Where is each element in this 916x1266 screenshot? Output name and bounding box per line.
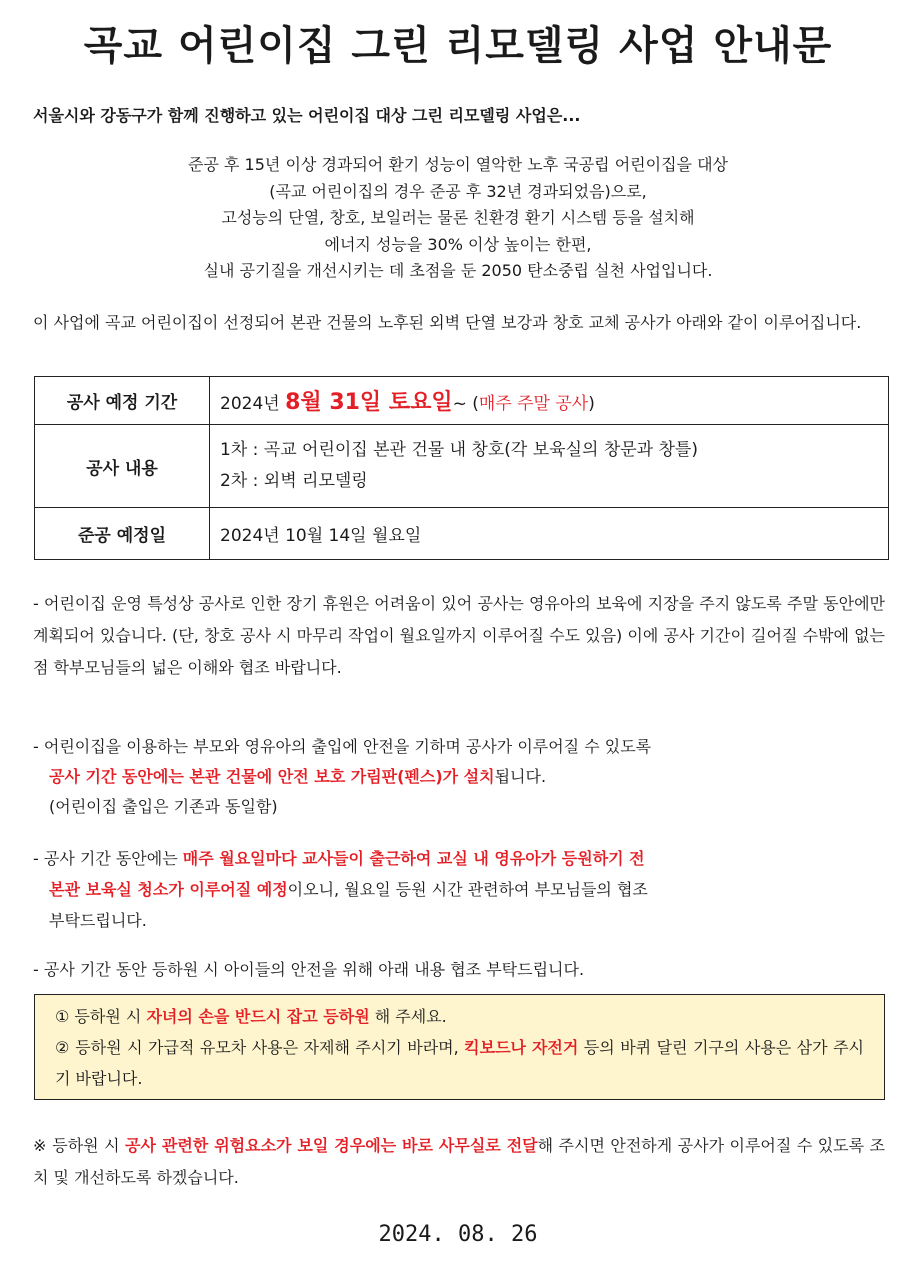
notice-fence-line: - 어린이집을 이용하는 부모와 영유아의 출입에 안전을 기하며 공사가 이루어질 수 있도록: [33, 737, 652, 756]
tip-1-pre: ① 등하원 시: [55, 1007, 147, 1026]
notice-fence-line: [33, 762, 885, 792]
period-tilde: ~ (: [452, 394, 479, 414]
intro-line: 고성능의 단열, 창호, 보일러는 물론 친환경 환기 시스템 등을 설치해: [221, 208, 695, 227]
notice-fence: [33, 732, 885, 822]
content-value: [210, 425, 889, 508]
cleaning-lead: - 공사 기간 동안에는: [33, 849, 183, 868]
notice-fence-line: (어린이집 출입은 기존과 동일함): [49, 797, 278, 816]
table-row: [35, 377, 889, 425]
notice-weekend-work: - 어린이집 운영 특성상 공사로 인한 장기 휴원은 어려움이 있어 공사는 영유아의 보육에 지장을 주지 않도록 주말 동안에만 계획되어 있습니다. (단, 창호 공사 시 마무리 작업이 월요일까지 이루어질 수도 있음) 이에 공사 기간이 길어질 수밖에 없는 점 학부모님들의 넓은 이해와 협조 바랍니다.: [33, 594, 885, 677]
safety-tips-box: [34, 994, 885, 1100]
cleaning-highlight-2: 본관 보육실 청소가 이루어질 예정: [49, 880, 288, 899]
footer-note-pre: ※ 등하원 시: [33, 1136, 126, 1155]
cleaning-rest: 이오니, 월요일 등원 시간 관련하여 부모님들의 협조: [287, 880, 648, 899]
intro-line: 준공 후 15년 이상 경과되어 환기 성능이 열악한 노후 국공립 어린이집을 대상: [188, 155, 728, 174]
table-row: [35, 508, 889, 560]
tip-item: [55, 1001, 864, 1032]
period-weekend-note: 매주 주말 공사: [478, 394, 589, 414]
period-start-date: 8월 31일 토요일: [285, 390, 453, 415]
notice-safety-request: - 공사 기간 동안 등하원 시 아이들의 안전을 위해 아래 내용 협조 부탁드립니다.: [33, 960, 585, 979]
fence-highlight: 공사 기간 동안에는 본관 건물에 안전 보호 가림판(펜스)가 설치: [49, 767, 495, 786]
completion-label: 준공 예정일: [35, 508, 210, 560]
completion-value: 2024년 10월 14일 월요일: [210, 508, 889, 560]
footer-note: [33, 1130, 885, 1194]
content-phase-1: 1차 : 곡교 어린이집 본관 건물 내 창호(각 보육실의 창문과 창틀): [220, 440, 698, 460]
intro-line: 에너지 성능을 30% 이상 높이는 한편,: [324, 234, 592, 254]
notice-cleaning-line: [33, 874, 885, 905]
page-title: 곡교 어린이집 그린 리모델링 사업 안내문: [83, 23, 833, 69]
period-label: 공사 예정 기간: [35, 377, 210, 425]
content-label: 공사 내용: [35, 425, 210, 508]
period-year: 2024년: [220, 394, 280, 414]
fence-rest: 됩니다.: [494, 767, 547, 786]
footer-note-highlight: 공사 관련한 위험요소가 보일 경우에는 바로 사무실로 전달: [125, 1136, 538, 1155]
schedule-table: [34, 376, 889, 560]
lead-sentence: 서울시와 강동구가 함께 진행하고 있는 어린이집 대상 그린 리모델링 사업은...: [33, 106, 581, 125]
period-value: [210, 377, 889, 425]
intro-line: 실내 공기질을 개선시키는 데 초점을 둔 2050 탄소중립 실천 사업입니다.: [203, 261, 713, 280]
document-date: 2024. 08. 26: [378, 1222, 538, 1247]
footer-note-post: 해 주시면 안전하게 공사가 이루어질 수 있도록 조치 및 개선하도록 하겠습니다.: [33, 1136, 885, 1187]
notice-cleaning-line: 부탁드립니다.: [49, 911, 147, 930]
content-phase-2: 2차 : 외벽 리모델링: [220, 471, 368, 491]
cleaning-highlight: 매주 월요일마다 교사들이 출근하여 교실 내 영유아가 등원하기 전: [182, 849, 645, 868]
tip-2-post: 등의 바퀴 달린 기구의 사용은 삼가 주시기 바랍니다.: [55, 1038, 864, 1088]
table-row: [35, 425, 889, 508]
project-selection-paragraph: 이 사업에 곡교 어린이집이 선정되어 본관 건물의 노후된 외벽 단열 보강과 창호 교체 공사가 아래와 같이 이루어집니다.: [33, 313, 862, 332]
tip-item: [55, 1032, 864, 1094]
intro-line: (곡교 어린이집의 경우 준공 후 32년 경과되었음)으로,: [269, 181, 647, 201]
tip-1-highlight: 자녀의 손을 반드시 잡고 등하원: [146, 1007, 370, 1026]
tip-2-highlight: 킥보드나 자전거: [464, 1038, 579, 1057]
notice-cleaning-line: [33, 843, 885, 874]
intro-block: [0, 152, 916, 285]
period-close: ): [588, 394, 595, 414]
notice-monday-cleaning: [33, 843, 885, 936]
tip-1-post: 해 주세요.: [369, 1007, 447, 1026]
tip-2-pre: ② 등하원 시 가급적 유모차 사용은 자제해 주시기 바라며,: [55, 1038, 465, 1057]
